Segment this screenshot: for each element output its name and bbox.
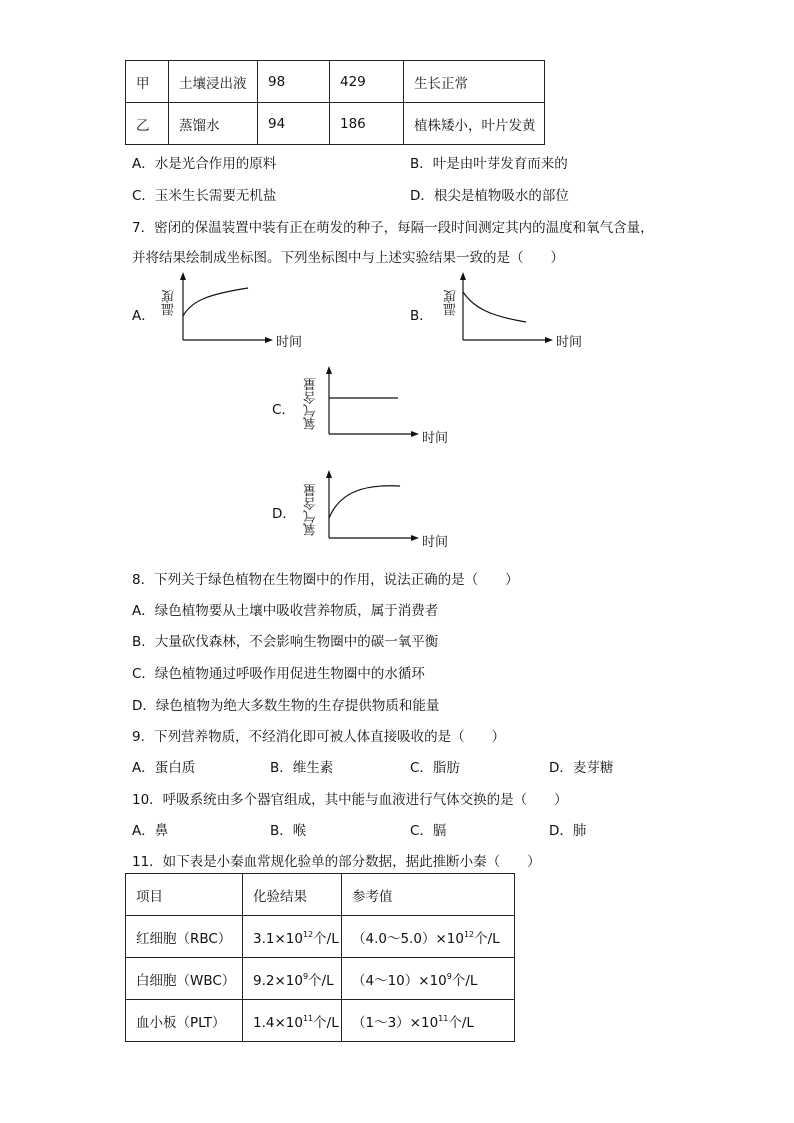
q8-option-b: B．大量砍伐森林，不会影响生物圈中的碳一氧平衡 (132, 634, 439, 650)
q10-stem: 10．呼吸系统由多个器官组成，其中能与血液进行气体交换的是（ ） (132, 792, 568, 808)
arrow-right-icon (545, 337, 553, 343)
q6-option-a: A．水是光合作用的原料 (132, 156, 277, 172)
q11-stem: 11．如下表是小秦血常规化验单的部分数据，据此推断小秦（ ） (132, 854, 541, 870)
q10-option-c: C．膈 (410, 823, 447, 839)
arrow-right-icon (265, 337, 273, 343)
result-base: 3.1×10 (253, 930, 303, 947)
q10-option-d: D．肺 (549, 823, 587, 839)
q7-option-d-letter: D． (272, 506, 296, 522)
result-exponent: 11 (302, 1013, 314, 1023)
reference-unit: 个/L (448, 1014, 474, 1031)
graph-c-ylabel: 氧气含量 (304, 378, 319, 430)
reference-unit: 个/L (474, 930, 500, 947)
result-exponent: 9 (302, 971, 309, 981)
arrow-right-icon (411, 431, 419, 437)
table-header-row (126, 874, 515, 916)
graph-b (460, 272, 595, 352)
graph-b-ylabel: 温度 (444, 290, 459, 316)
reference-base: （4.0～5.0）×10 (352, 930, 464, 947)
graph-d-ylabel: 氧气含量 (304, 484, 319, 536)
arrow-up-icon (326, 470, 332, 478)
q10-option-b: B．喉 (270, 823, 307, 839)
table-cell (342, 958, 515, 1000)
table-cell: 186 (330, 103, 404, 145)
graph-d (326, 470, 461, 550)
result-unit: 个/L (308, 972, 334, 989)
table-cell (342, 916, 515, 958)
q9-option-c: C．脂肪 (410, 760, 460, 776)
result-base: 9.2×10 (253, 972, 303, 989)
table-cell (342, 1000, 515, 1042)
q8-option-d: D．绿色植物为绝大多数生物的生存提供物质和能量 (132, 698, 440, 714)
q8-option-c: C．绿色植物通过呼吸作用促进生物圈中的水循环 (132, 666, 425, 682)
table-cell: 生长正常 (404, 61, 545, 103)
graph-b-curve (463, 292, 526, 322)
reference-unit: 个/L (451, 972, 478, 989)
graph-c (326, 366, 461, 446)
table-row (126, 1000, 515, 1042)
q7-stem-line2: 并将结果绘制成坐标图。下列坐标图中与上述实验结果一致的是（ ） (132, 250, 564, 266)
q7-option-a-letter: A． (132, 308, 155, 324)
table-cell: 98 (258, 61, 330, 103)
reference-exponent: 9 (446, 971, 452, 981)
table-cell (243, 916, 342, 958)
graph-a-curve (183, 288, 248, 316)
q7-stem-line1: 7．密闭的保温装置中装有正在萌发的种子，每隔一段时间测定其内的温度和氧气含量， (132, 220, 654, 236)
q9-option-d: D．麦芽糖 (549, 760, 614, 776)
result-base: 1.4×10 (253, 1014, 303, 1031)
arrow-up-icon (326, 366, 332, 374)
table-cell: 红细胞（RBC） (126, 916, 243, 958)
table-row (126, 61, 545, 103)
experiment-table (125, 60, 545, 145)
table-cell: 土壤浸出液 (169, 61, 258, 103)
q7-option-c-letter: C． (272, 402, 295, 418)
arrow-up-icon (180, 272, 186, 280)
table-cell: 429 (330, 61, 404, 103)
result-unit: 个/L (313, 930, 339, 947)
table-cell: 蒸馏水 (169, 103, 258, 145)
q9-option-a: A．蛋白质 (132, 760, 196, 776)
result-unit: 个/L (313, 1014, 339, 1031)
table-header-cell: 参考值 (342, 874, 515, 916)
table-cell: 乙 (126, 103, 169, 145)
result-exponent: 12 (302, 929, 314, 939)
graph-b-xlabel: 时间 (556, 335, 583, 350)
table-header-cell: 化验结果 (243, 874, 342, 916)
reference-exponent: 12 (463, 929, 475, 939)
table-cell: 甲 (126, 61, 169, 103)
q8-stem: 8．下列关于绿色植物在生物圈中的作用，说法正确的是（ ） (132, 572, 519, 588)
table-cell (243, 1000, 342, 1042)
table-cell (243, 958, 342, 1000)
graph-d-xlabel: 时间 (422, 535, 449, 550)
arrow-right-icon (411, 535, 419, 541)
table-cell: 血小板（PLT） (126, 1000, 243, 1042)
graph-a (180, 272, 315, 352)
q9-option-b: B．维生素 (270, 760, 334, 776)
reference-base: （4～10）×10 (352, 972, 447, 989)
table-cell: 94 (258, 103, 330, 145)
blood-test-table (125, 873, 515, 1042)
q9-stem: 9．下列营养物质，不经消化即可被人体直接吸收的是（ ） (132, 729, 506, 745)
q6-option-b: B．叶是由叶芽发育而来的 (410, 156, 568, 172)
q8-option-a: A．绿色植物要从土壤中吸收营养物质，属于消费者 (132, 603, 439, 619)
q10-option-a: A．鼻 (132, 823, 169, 839)
table-header-cell: 项目 (126, 874, 243, 916)
graph-a-xlabel: 时间 (276, 335, 303, 350)
q7-option-b-letter: B． (410, 308, 433, 324)
table-cell: 白细胞（WBC） (126, 958, 243, 1000)
reference-exponent: 11 (438, 1013, 449, 1023)
reference-base: （1～3）×10 (352, 1014, 439, 1031)
table-row (126, 916, 515, 958)
graph-d-curve (329, 486, 400, 518)
graph-a-ylabel: 温度 (162, 290, 177, 316)
table-cell: 植株矮小，叶片发黄 (404, 103, 545, 145)
table-row (126, 103, 545, 145)
table-row (126, 958, 515, 1000)
graph-c-xlabel: 时间 (422, 431, 449, 446)
q6-option-c: C．玉米生长需要无机盐 (132, 188, 277, 204)
q6-option-d: D．根尖是植物吸水的部位 (410, 188, 569, 204)
arrow-up-icon (460, 272, 466, 280)
